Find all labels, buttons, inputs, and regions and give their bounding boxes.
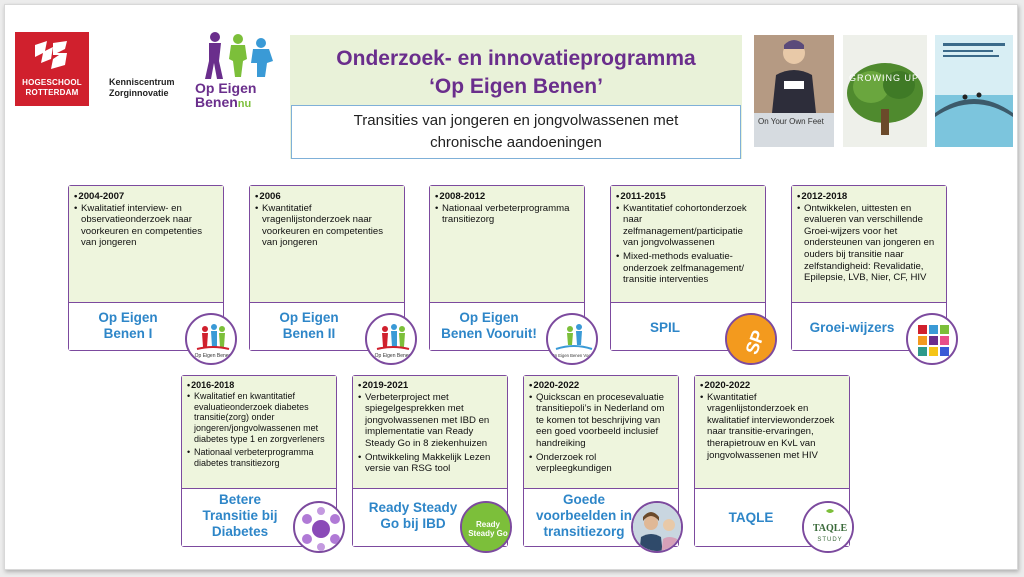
op-eigen-benen-badge <box>365 313 417 365</box>
hr-logo-line1: HOGESCHOOL <box>22 78 82 87</box>
card-year: • 2012-2018 <box>797 191 941 203</box>
book-bridge-icon <box>935 35 1013 147</box>
card-year: • 2011-2015 <box>616 191 760 203</box>
badge-label: Ready <box>475 520 501 529</box>
project-name: SPIL <box>649 320 680 335</box>
book-cover-on-your-own-feet <box>754 35 834 147</box>
card-year: • 2020-2022 <box>700 380 844 392</box>
badge-label: Steady Go <box>468 529 508 538</box>
op-eigen-benen-badge <box>185 313 237 365</box>
op-eigen-benen-logo-icon <box>367 315 417 365</box>
project-name: Op Eigen Benen II <box>279 310 339 341</box>
op-eigen-benen-nu-logo <box>195 31 281 111</box>
book-tree-icon <box>843 35 927 147</box>
subtitle-box: Transities van jongeren en jongvolwassenen met chronische aandoeningen <box>291 105 741 159</box>
badge-label: Op Eigen Benen <box>374 353 412 359</box>
badge-label: TAQLE <box>812 523 848 534</box>
book-cover-growing-up <box>843 35 927 147</box>
project-name: TAQLE <box>728 510 774 525</box>
card-item: • Nationaal verbeterprogramma diabetes transitiezorg <box>187 447 331 469</box>
diabetes-badge <box>293 501 345 553</box>
project-name: Groei-wijzers <box>809 320 895 335</box>
project-name: Goede voorbeelden in transitiezorg <box>535 492 633 539</box>
card-year: • 2016-2018 <box>187 380 331 391</box>
card-item: • Ontwikkeling Makkelijk Lezen versie van RSG tool <box>358 452 502 475</box>
book1-title: On Your Own Feet <box>758 117 824 126</box>
page-title: Onderzoek- en innovatieprogramma ‘Op Eigen Benen’ <box>336 47 696 98</box>
hogeschool-rotterdam-logo <box>15 32 89 106</box>
card-year: • 2019-2021 <box>358 380 502 392</box>
slide <box>4 4 1018 570</box>
spil-badge <box>725 313 777 365</box>
title-box <box>290 35 742 159</box>
card-year: • 2004-2007 <box>74 191 218 203</box>
people-figures-icon <box>195 31 281 81</box>
book-cover-bridge <box>935 35 1013 147</box>
card-item: • Quickscan en procesevaluatie transitiepoli’s in Nederland om te komen tot beschrijving van een goed voorbeeld inclusief handreiking <box>529 392 673 450</box>
diabetes-network-icon <box>295 503 345 553</box>
badge-label: Op Eigen Benen <box>194 353 232 359</box>
op-eigen-benen-vooruit-logo-icon <box>548 315 598 365</box>
card-item: • Ontwikkelen, uittesten en evalueren van verschillende Groei-wijzers voor het ondersteunen van jongeren en ouders bij transitie naar zelfstandigheid: Revalidatie, Epilepsie, LVB, Nier, CF, HIV <box>797 203 941 284</box>
card-item: • Kwalitatief interview- en observatieonderzoek naar voorkeuren en competenties van jongeren <box>74 203 218 249</box>
op-eigen-benen-vooruit-badge <box>546 313 598 365</box>
card-year: • 2006 <box>255 191 399 203</box>
hr-logo-mark-icon <box>31 39 73 73</box>
card-year: • 2020-2022 <box>529 380 673 392</box>
card-item: • Kwantitatief vragenlijstonderzoek naar voorkeuren en competenties van jongeren <box>255 203 399 249</box>
taqle-badge <box>802 501 854 553</box>
badge-label: SP <box>741 327 769 358</box>
book2-title: GROWING UP <box>849 73 919 83</box>
card-item: • Nationaal verbeterprogramma transitiezorg <box>435 203 579 226</box>
badge-label: STUDY <box>817 537 843 543</box>
project-name: Op Eigen Benen I <box>98 310 158 341</box>
card-item: • Kwantitatief vragenlijstonderzoek en kwalitatief interviewonderzoek naar transitie-ervaringen, therapietrouw en KvL van jongvolwassenen met HIV <box>700 392 844 462</box>
book-photo-person-icon <box>754 35 834 147</box>
kenniscentrum-label: Kenniscentrum Zorginnovatie <box>109 77 175 98</box>
hr-logo-line2: ROTTERDAM <box>25 88 79 97</box>
groei-wijzers-badge <box>906 313 958 365</box>
project-name: Op Eigen Benen Vooruit! <box>441 310 537 341</box>
card-item: • Mixed-methods evaluatie-onderzoek zelfmanagement/ transitie interventies <box>616 251 760 286</box>
ready-steady-go-badge <box>460 501 512 553</box>
groei-wijzers-tiles-icon <box>908 315 958 365</box>
project-name: Ready Steady Go bij IBD <box>368 500 458 531</box>
spil-logo-icon <box>727 315 777 365</box>
card-item: • Onderzoek rol verpleegkundigen <box>529 452 673 475</box>
card-item: • Verbeterproject met spiegelgesprekken met jongvolwassenen met IBD en implementatie van Ready Steady Go in 8 ziekenhuizen <box>358 392 502 450</box>
card-item: • Kwantitatief cohortonderzoek naar zelfmanagement/participatie van jongvolwassenen <box>616 203 760 249</box>
op-eigen-benen-logo-icon <box>187 315 237 365</box>
oeb-logo-line1: Op Eigen <box>195 80 257 96</box>
goede-voorbeelden-photo <box>631 501 683 553</box>
project-name: Betere Transitie bij Diabetes <box>202 492 278 539</box>
oeb-logo-suffix: nu <box>237 98 252 110</box>
card-year: • 2008-2012 <box>435 191 579 203</box>
card-item: • Kwalitatief en kwantitatief evaluatieonderzoek diabetes transitie(zorg) onder jongeren/jongvolwassenen met diabetes type 1 en zorgverleners <box>187 391 331 445</box>
oeb-logo-line2: Benen <box>195 94 238 110</box>
badge-label: Op Eigen Benen Vooruit <box>551 353 597 358</box>
